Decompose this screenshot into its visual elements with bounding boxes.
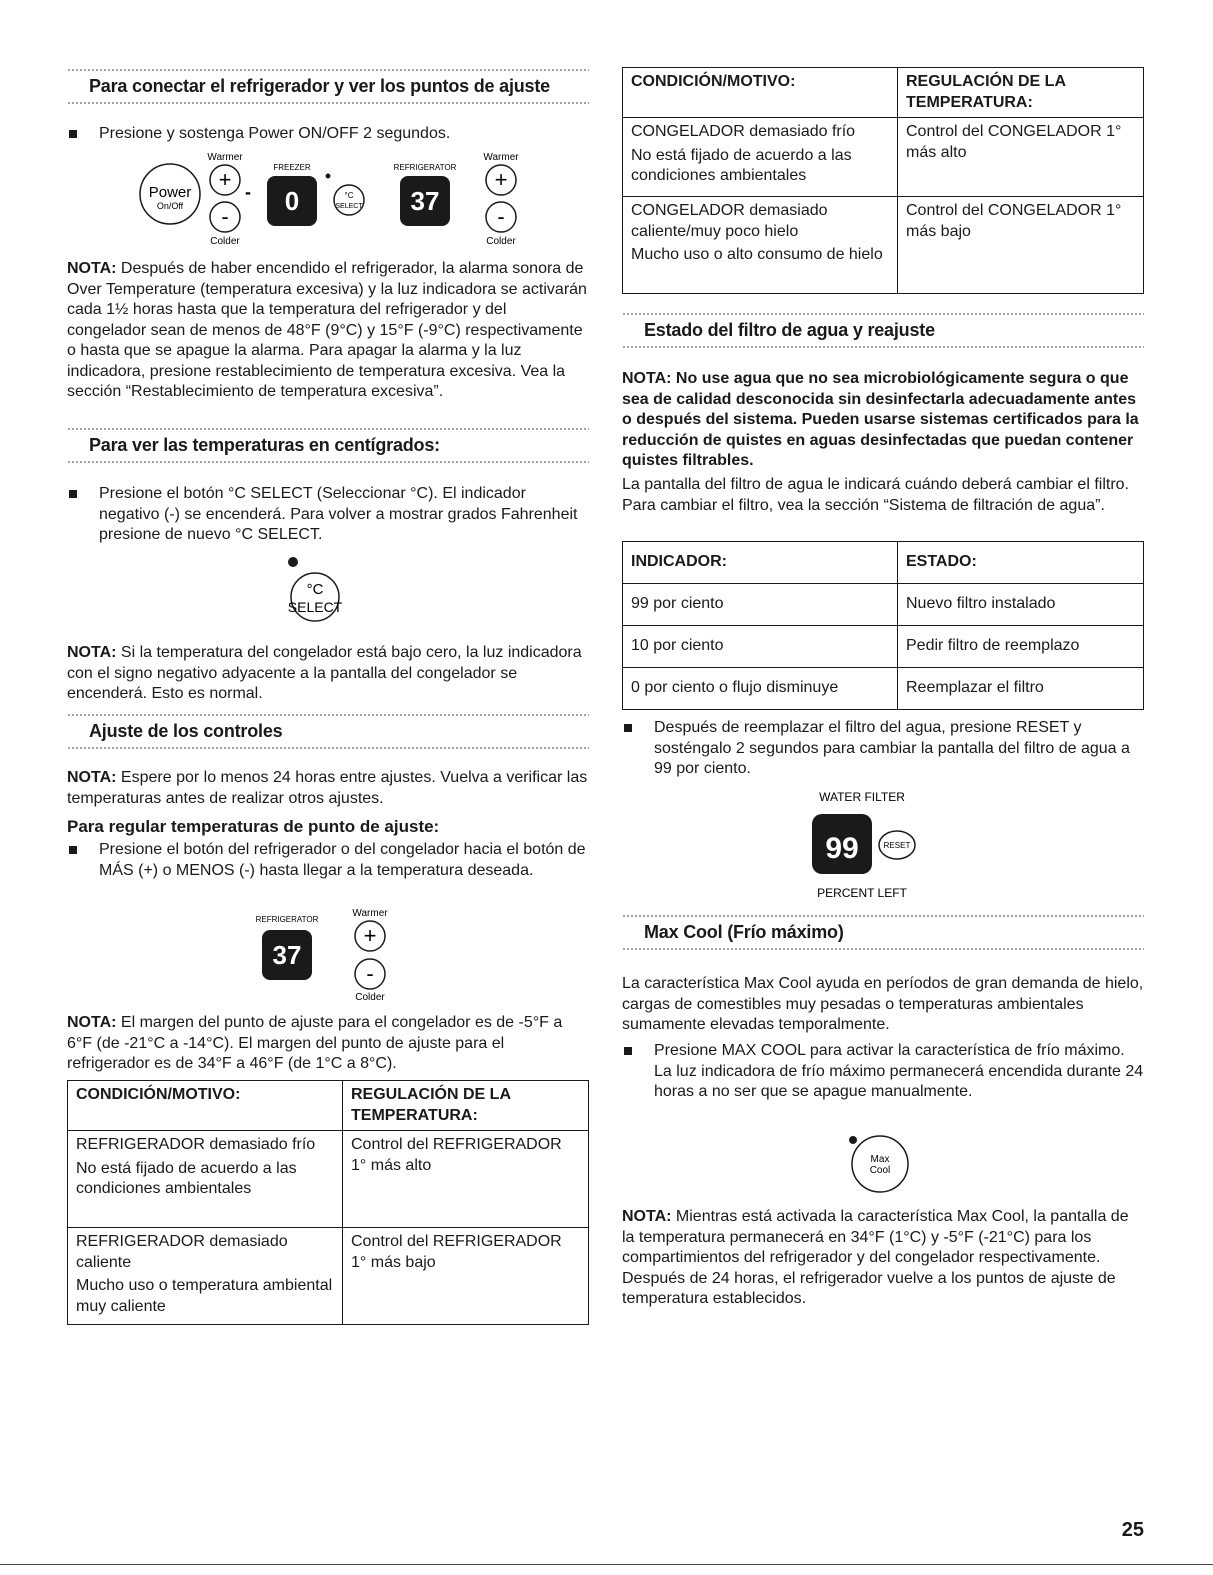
table-cell: Nuevo filtro instalado <box>898 584 1144 626</box>
control-panel-diagram <box>67 150 589 250</box>
condition-text: REFRIGERADOR demasiado frío <box>76 1136 316 1153</box>
fridge-minus-button[interactable] <box>486 202 516 232</box>
water-filter-diagram <box>802 784 962 904</box>
bullet-max-cool <box>622 1041 1144 1103</box>
note-paragraph <box>67 259 589 403</box>
table-row <box>68 1131 589 1228</box>
warmer-label: Warmer <box>483 152 519 163</box>
percent-left-label: PERCENT LEFT <box>817 886 907 900</box>
colder-label: Colder <box>355 992 385 1003</box>
bullet-celsius <box>67 484 589 546</box>
table-header-row <box>68 1081 589 1131</box>
table-cell: Control del CONGELADOR 1° más bajo <box>898 197 1144 294</box>
refrigerator-label: REFRIGERATOR <box>255 915 319 924</box>
note-paragraph <box>622 1207 1144 1310</box>
warning-text: NOTA: No use agua que no sea microbiológicamente segura o que sea de calidad desconocida sin desinfectarla adecuadamente antes o después del sistema. Pueden usarse sistemas certificados para la reducción de quistes en aguas desinfectadas que puedan contener quistes filtrables. <box>622 370 1139 469</box>
reason-text: Mucho uso o alto consumo de hielo <box>631 246 883 263</box>
reset-button[interactable] <box>879 831 915 859</box>
table-cell: 99 por ciento <box>623 584 898 626</box>
minus-icon: - <box>366 961 374 986</box>
table-row <box>68 1228 589 1325</box>
power-label: Power <box>148 184 192 201</box>
bullet-text: Después de reemplazar el filtro del agua, presione RESET y sosténgalo 2 segundos para cambiar la pantalla del filtro de agua a 99 por ciento. <box>654 719 1130 777</box>
max-cool-text: La característica Max Cool ayuda en períodos de gran demanda de hielo, cargas de comestibles muy pesadas o temperaturas ambientales sumamente elevadas temporalmente. <box>622 975 1144 1033</box>
table-header: INDICADOR: <box>623 542 898 584</box>
c-label: °C <box>306 581 324 598</box>
filter-status-table <box>622 541 1144 710</box>
bullet-text: Presione MAX COOL para activar la característica de frío máximo. La luz indicadora de frío máximo permanecerá encendida durante 24 horas a no ser que se apague manualmente. <box>654 1042 1144 1100</box>
indicator-dot <box>849 1136 857 1144</box>
table-row <box>623 584 1144 626</box>
select-label: SELECT <box>335 203 363 210</box>
max-cool-paragraph <box>622 974 1144 1036</box>
max-cool-button[interactable] <box>852 1136 908 1192</box>
table-cell: 10 por ciento <box>623 626 898 668</box>
note-text: Si la temperatura del congelador está bajo cero, la luz indicadora con el signo negativo adyacente a la pantalla del congelador se encenderá. Esto es normal. <box>67 644 582 702</box>
bullet-power <box>67 124 589 145</box>
water-filter-label: WATER FILTER <box>819 790 905 804</box>
c-select-button[interactable] <box>334 185 364 215</box>
note-paragraph <box>67 768 589 809</box>
reset-label: RESET <box>883 841 911 850</box>
note-paragraph <box>67 1013 589 1075</box>
plus-icon: + <box>218 167 232 192</box>
filter-paragraph <box>622 475 1144 516</box>
condition-text: CONGELADOR demasiado frío <box>631 123 856 140</box>
footer-rule <box>0 1564 1213 1565</box>
section-adjust <box>67 713 589 750</box>
table-cell <box>68 1228 343 1325</box>
minus-icon: - <box>221 204 229 229</box>
refrigerator-label: REFRIGERATOR <box>393 163 457 172</box>
divider <box>67 746 589 750</box>
table-cell: 0 por ciento o flujo disminuye <box>623 668 898 710</box>
fridge-adjust-table <box>67 1080 589 1325</box>
note-label: NOTA: <box>67 260 117 277</box>
table-header: CONDICIÓN/MOTIVO: <box>68 1081 343 1131</box>
table-header-row <box>623 542 1144 584</box>
section-title: Para conectar el refrigerador y ver los puntos de ajuste <box>89 76 550 96</box>
c-select-button[interactable] <box>288 573 343 621</box>
negative-indicator: - <box>245 182 251 202</box>
reason-text: Mucho uso o temperatura ambiental muy caliente <box>76 1277 333 1315</box>
table-cell <box>68 1131 343 1228</box>
divider <box>622 947 1144 951</box>
indicator-dot <box>288 557 298 567</box>
freezer-plus-button[interactable] <box>210 165 240 195</box>
freezer-label: FREEZER <box>273 163 311 172</box>
table-header: REGULACIÓN DE LA TEMPERATURA: <box>343 1081 589 1131</box>
note-label: NOTA: <box>622 1208 672 1225</box>
table-row <box>623 668 1144 710</box>
warmer-label: Warmer <box>207 152 243 163</box>
fridge-minus-button[interactable] <box>355 959 385 989</box>
note-text: Espere por lo menos 24 horas entre ajustes. Vuelva a verificar las temperaturas antes de realizar otros ajustes. <box>67 769 588 807</box>
table-header: CONDICIÓN/MOTIVO: <box>623 68 898 118</box>
cool-label: Cool <box>869 1165 891 1176</box>
section-celsius <box>67 427 589 464</box>
condition-text: REFRIGERADOR demasiado caliente <box>76 1233 288 1271</box>
note-label: NOTA: <box>67 1014 117 1031</box>
table-header-row <box>623 68 1144 118</box>
table-cell <box>623 118 898 197</box>
indicator-dot <box>326 174 331 179</box>
section-connect <box>67 68 589 105</box>
table-header: ESTADO: <box>898 542 1144 584</box>
onoff-label: On/Off <box>156 201 184 211</box>
c-label: °C <box>344 191 354 200</box>
filter-value: 99 <box>825 832 859 865</box>
note-text: El margen del punto de ajuste para el congelador es de -5°F a 6°F (de -21°C a -14°C). El margen del punto de ajuste para el refrigerador es de 34°F a 46°F (de 1°C a 8°C). <box>67 1014 563 1072</box>
section-title: Max Cool (Frío máximo) <box>644 922 844 942</box>
section-title: Ajuste de los controles <box>89 721 283 741</box>
divider <box>67 101 589 105</box>
divider <box>622 345 1144 349</box>
fridge-value: 37 <box>410 186 440 216</box>
bullet-text: Presione y sostenga Power ON/OFF 2 segundos. <box>99 125 451 142</box>
freezer-adjust-table <box>622 67 1144 294</box>
freezer-minus-button[interactable] <box>210 202 240 232</box>
colder-label: Colder <box>210 236 240 247</box>
fridge-value: 37 <box>272 940 302 970</box>
note-text: Mientras está activada la característica Max Cool, la pantalla de la temperatura permanecerá en 34°F (1°C) y -5°F (-21°C) para los compartimientos del refrigerador y del congelador respectivamente. Después de 24 horas, el refrigerador vuelve a los puntos de ajuste de temperatura establecidos. <box>622 1208 1129 1307</box>
max-cool-diagram <box>832 1128 932 1198</box>
fridge-plus-button[interactable] <box>486 165 516 195</box>
warning-paragraph <box>622 369 1144 472</box>
divider <box>67 460 589 464</box>
bullet-adjust <box>67 840 589 881</box>
filter-text: La pantalla del filtro de agua le indicará cuándo deberá cambiar el filtro. Para cambiar el filtro, vea la sección “Sistema de filtración de agua”. <box>622 476 1129 514</box>
fridge-plus-button[interactable] <box>355 921 385 951</box>
note-text: Después de haber encendido el refrigerador, la alarma sonora de Over Temperature (temperatura excesiva) y la luz indicadora se activarán cada 1½ horas hasta que la temperatura del refrigerador y del congelador sean de menos de 48°F (9°C) y 15°F (-9°C) respectivamente o hasta que se apague la alarma. Para apagar la alarma y la luz indicadora, presione restablecimiento de temperatura excesiva. Vea la sección “Restablecimiento de temperatura excesiva”. <box>67 260 587 400</box>
section-water-filter <box>622 312 1144 349</box>
bullet-reset <box>622 718 1144 780</box>
bullet-text: Presione el botón del refrigerador o del congelador hacia el botón de MÁS (+) o MENOS (-) hasta llegar a la temperatura deseada. <box>99 841 586 879</box>
note-label: NOTA: <box>67 769 117 786</box>
minus-icon: - <box>497 204 505 229</box>
section-max-cool <box>622 914 1144 951</box>
bullet-text: Presione el botón °C SELECT (Seleccionar °C). El indicador negativo (-) se encenderá. Para volver a mostrar grados Fahrenheit presione de nuevo °C SELECT. <box>99 485 578 543</box>
select-label: SELECT <box>287 599 343 615</box>
section-title: Para ver las temperaturas en centígrados: <box>89 435 440 455</box>
table-row <box>623 626 1144 668</box>
plus-icon: + <box>363 923 377 948</box>
table-row <box>623 118 1144 197</box>
reason-text: No está fijado de acuerdo a las condiciones ambientales <box>631 146 852 184</box>
page-number: 25 <box>1121 1519 1144 1541</box>
fridge-panel-diagram <box>247 904 417 1004</box>
table-row <box>623 197 1144 294</box>
condition-text: CONGELADOR demasiado caliente/muy poco hielo <box>631 202 828 240</box>
note-paragraph <box>67 643 589 705</box>
table-cell <box>623 197 898 294</box>
table-cell: Control del CONGELADOR 1° más alto <box>898 118 1144 197</box>
table-cell: Pedir filtro de reemplazo <box>898 626 1144 668</box>
reason-text: No está fijado de acuerdo a las condiciones ambientales <box>76 1159 297 1197</box>
c-select-diagram <box>267 552 387 624</box>
plus-icon: + <box>494 167 508 192</box>
max-label: Max <box>870 1154 890 1165</box>
table-header: REGULACIÓN DE LA TEMPERATURA: <box>898 68 1144 118</box>
power-button[interactable] <box>140 164 200 224</box>
note-label: NOTA: <box>67 644 117 661</box>
section-title: Estado del filtro de agua y reajuste <box>644 320 935 340</box>
colder-label: Colder <box>486 236 516 247</box>
table-cell: Control del REFRIGERADOR 1° más alto <box>343 1131 589 1228</box>
subheading: Para regular temperaturas de punto de ajuste: <box>67 817 440 836</box>
table-cell: Control del REFRIGERADOR 1° más bajo <box>343 1228 589 1325</box>
freezer-value: 0 <box>284 186 300 216</box>
table-cell: Reemplazar el filtro <box>898 668 1144 710</box>
warmer-label: Warmer <box>352 908 388 919</box>
